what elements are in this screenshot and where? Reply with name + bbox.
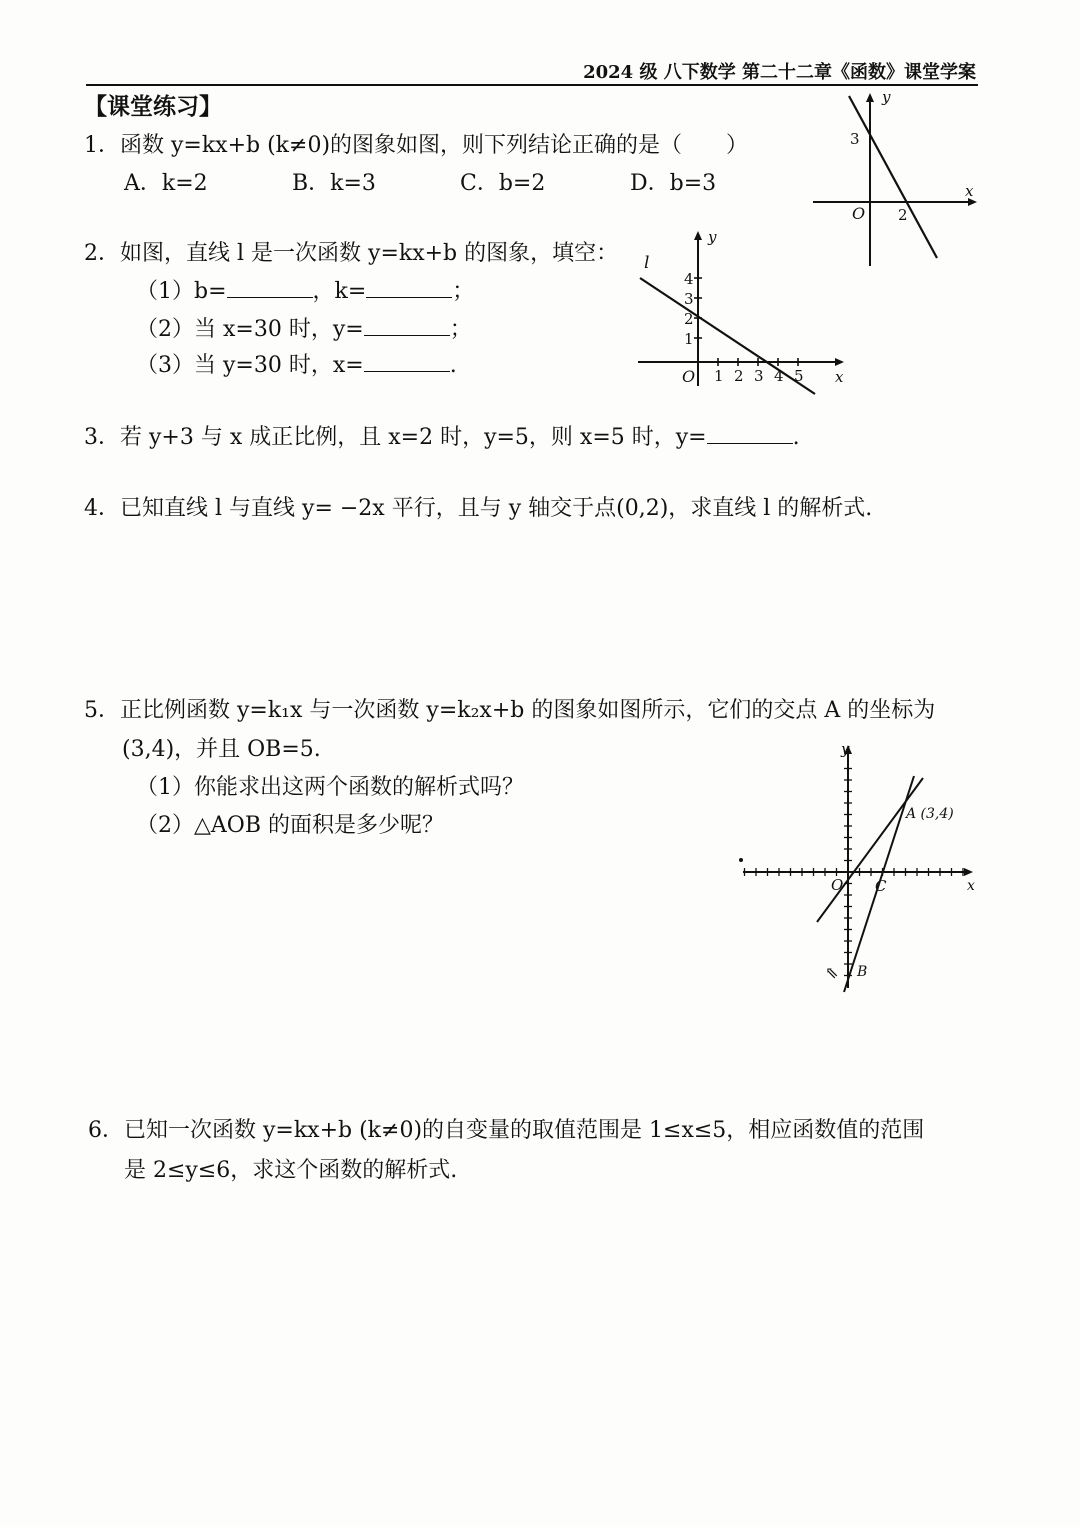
q2-part1-b-label: （1）b= [136,279,227,304]
q1-function-line [849,96,937,258]
question-6 [88,1113,924,1144]
q2-part1-end: ； [452,279,475,304]
question-3-text: 若 y+3 与 x 成正比例，且 x=2 时，y=5，则 x=5 时，y= [120,425,707,450]
option-b: B．k=3 [292,171,376,196]
question-5-part-2: （2）△AOB 的面积是多少呢？ [136,813,445,838]
q2-x-tick-label: 5 [794,367,804,385]
cursor-arrow-icon: ⇖ [825,963,839,982]
q2-part2-end: ； [449,317,472,342]
question-2-part-3 [136,348,457,379]
q1-origin-label: O [852,204,866,223]
q1-y-label: y [882,88,891,106]
q5-x-arrow [964,868,973,876]
q2-x-arrow [835,358,844,366]
question-4-number: 4． [84,496,120,521]
q5-stray-dot [739,858,743,862]
q2-graph [630,226,855,406]
option-d: D．b=3 [630,171,717,196]
q2-x-tick-label: 2 [734,367,744,385]
question-5-number: 5． [84,698,120,723]
q2-part2-text: （2）当 x=30 时，y= [136,317,364,342]
q2-part2-answer-blank[interactable] [364,313,450,336]
q2-x-tick-label: 1 [714,367,724,385]
q5-point-a-label: A (3,4) [906,806,954,822]
q2-line-l [640,278,815,394]
q2-y-tick-label: 2 [684,310,694,328]
question-2-text: 如图，直线 l 是一次函数 y=kx+b 的图象，填空： [120,241,619,266]
q2-y-label: y [708,228,717,246]
question-6-line-2: 是 2≤y≤6，求这个函数的解析式. [124,1158,458,1183]
q2-y-tick-label: 1 [684,330,694,348]
question-1-number: 1． [84,133,120,158]
q1-y-arrow [866,93,874,102]
option-a: A．k=2 [124,171,208,196]
q5-x-label: x [967,878,975,894]
q2-y-arrow [694,231,702,240]
question-5-line-2: (3,4)，并且 OB=5. [122,737,321,762]
question-5-line-1: 正比例函数 y=k₁x 与一次函数 y=k₂x+b 的图象如图所示，它们的交点 A 的坐标为 [120,698,936,723]
worksheet-header: 2024 级 八下数学 第二十二章《函数》课堂学案 [583,62,976,83]
q2-x-label: x [835,368,844,386]
question-2 [84,236,618,267]
question-4-text: 已知直线 l 与直线 y= −2x 平行，且与 y 轴交于点(0,2)，求直线 l 的解析式. [120,496,873,521]
q3-answer-blank[interactable] [707,421,793,444]
question-5 [84,693,935,724]
q2-line-label: l [644,253,650,273]
q5-y-label: y [841,740,850,758]
q5-origin-label: O [831,876,844,894]
q2-k-answer-blank[interactable] [366,275,452,298]
q2-part3-answer-blank[interactable] [364,349,450,372]
question-2-number: 2． [84,241,120,266]
q2-part1-k-label: ，k= [312,279,367,304]
section-title: 【课堂练习】 [84,93,222,120]
q2-part3-text: （3）当 y=30 时，x= [136,353,364,378]
option-c: C．b=2 [460,171,546,196]
q5-point-c-label: C [875,877,887,895]
question-6-number: 6． [88,1118,124,1143]
question-3-end: . [792,425,800,450]
question-2-part-2 [136,312,472,343]
q2-y-tick-label: 4 [684,270,694,288]
question-6-line-1: 已知一次函数 y=kx+b (k≠0)的自变量的取值范围是 1≤x≤5，相应函数值的范围 [124,1118,925,1143]
question-2-part-1 [136,274,474,305]
q2-part3-end: . [449,353,457,378]
q5-graph [735,738,985,1000]
question-5-part-1: （1）你能求出这两个函数的解析式吗？ [136,775,524,800]
q1-x-label: x [965,182,974,200]
question-1-text: 函数 y=kx+b (k≠0)的图象如图，则下列结论正确的是（ ） [120,133,749,158]
q2-x-tick-label: 3 [754,367,764,385]
q5-point-b-label: B [857,964,868,980]
header-rule [86,84,978,86]
q2-origin-label: O [682,367,696,386]
question-3-number: 3． [84,425,120,450]
question-4 [84,491,872,522]
question-3 [84,420,800,451]
q2-b-answer-blank[interactable] [227,275,313,298]
q2-x-tick-label: 4 [774,367,784,385]
q2-y-tick-label: 3 [684,290,694,308]
q1-y-intercept-label: 3 [850,130,860,148]
question-1 [84,128,748,159]
q1-x-intercept-label: 2 [898,206,908,224]
